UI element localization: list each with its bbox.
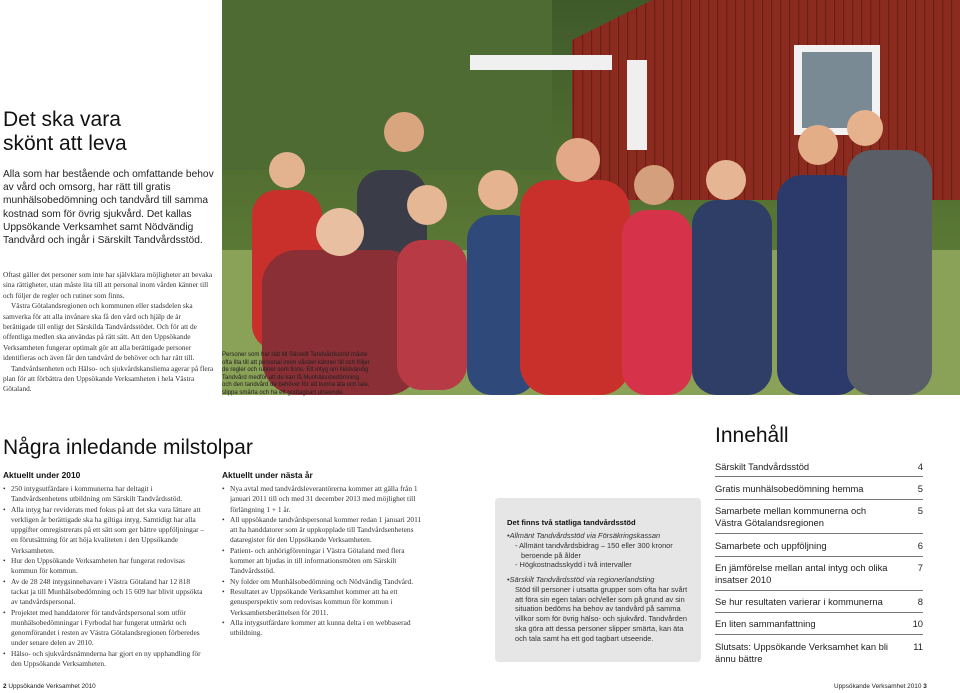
list-item: • Av de 28 248 intygsinnehavare i Västra Götaland har 12 818 tackat ja till Munhälsobedömning och 15 609 har blivit uppsökta av tandvårdspersonal. (3, 577, 208, 608)
toc-divider (715, 590, 923, 591)
toc-divider (715, 476, 923, 477)
toc-divider (715, 634, 923, 635)
photo-caption: Personer som har rätt till Särskilt Tandvårdsstöd måste ofta lita till att personal inom vården känner till och följer de regler och rutiner som finns. Ett intyg om Nödvändig Tandvård medför att de kan få Munhälsobedömning och den tandvård de behöver för att kunna äta och tala, slippa smärta och ha ett godtagbart utseende. (222, 352, 370, 396)
group-photo-illustration (222, 0, 960, 395)
toc-entry-page: 6 (917, 540, 923, 551)
toc-entry-page: 10 (912, 618, 923, 629)
list-item: • Projektet med handdatorer för tandvårdspersonal som utför munhälsobedömningar i Fyrbodal har fungerat utmärkt och genomförandet i resten av Västra Götalandsregionen förberedes under senare delen av 2010. (3, 608, 208, 649)
toc-divider (715, 499, 923, 500)
toc-entry-label: En jämförelse mellan antal intyg och olika insatser 2010 (715, 562, 888, 585)
toc-entry-page: 8 (917, 596, 923, 607)
list-item: • Hur den Uppsökande Verksamheten har fungerat redovisas kommun för kommun. (3, 556, 208, 577)
toc-entry-page: 5 (917, 505, 923, 516)
intro-lead: Alla som har bestående och omfattande behov av vård och omsorg, har rätt till gratis munhälsobedömning och tandvård till samma kostnad som för övrig sjukvård. Det kallas Uppsökande Verksamhet samt Nödvändig Tandvård och ingår i Särskilt Tandvårdsstöd. (3, 169, 214, 247)
info-box-item (507, 531, 693, 570)
toc-divider (715, 556, 923, 557)
milestones-col1-heading: Aktuellt under 2010 (3, 470, 81, 480)
toc-divider (715, 533, 923, 534)
list-item: • Hälso- och sjukvårdsnämnderna har gjort en ny upphandling för den Uppsökande Verksamheten. (3, 649, 208, 670)
toc-entry-label: En liten sammanfattning (715, 618, 816, 629)
page-number-right: 3 (923, 683, 927, 690)
toc-entry-page: 7 (917, 562, 923, 573)
footer-left-text: Uppsökande Verksamhet 2010 (8, 683, 96, 690)
toc-entry-page: 4 (917, 461, 923, 472)
intro-paragraph: Oftast gäller det personer som inte har självklara möjligheter att bevaka sina rättigheter, utan måste lita till att personal inom vården känner till och följer de regler och rutiner som finns. (3, 270, 213, 300)
list-item: • Alla intyg har reviderats med fokus på att det ska vara lättare att verkligen år berättigade ska ha giltiga intyg. Samtidigt har alla uppgifter omregistrerats på ett sätt som ger bättre uppföljningar – en förutsättning för att höja kvaliteten i den Uppsökande Verksamheten. (3, 505, 208, 556)
footer-right (834, 683, 927, 690)
info-box (495, 498, 701, 662)
list-item: • Nya avtal med tandvårdsleverantörerna kommer att gälla från 1 januari 2011 till och med 31 december 2013 med möjlighet till förlängning 1 + 1 år. (222, 484, 427, 515)
info-box-line: beroende på ålder (521, 550, 581, 560)
toc-title: Innehåll (715, 424, 789, 447)
toc-entry-label: Slutsats: Uppsökande Verksamhet kan bli ännu bättre (715, 641, 889, 664)
toc-entry-label: Gratis munhälsobedömning hemma (715, 483, 864, 494)
toc-entry-label: Samarbete och uppföljning (715, 540, 827, 551)
info-box-line: - Allmänt tandvårdsbidrag – 150 eller 300 kronor (515, 540, 673, 550)
intro-body (3, 270, 215, 395)
list-item: • All uppsökande tandvårdspersonal kommer redan 1 januari 2011 att ha handdatorer som är uppkopplade till Tandvårdsenhetens dataregister för den Uppsökande Verksamheten. (222, 515, 427, 546)
list-item: • Alla intygsutfärdare kommer att kunna delta i en webbaserad utbildning. (222, 618, 427, 639)
info-box-item (507, 575, 693, 644)
intro-paragraph: Västra Götalandsregionen och kommunen eller stadsdelen ska samverka för att alla invånare ska få den vård och hjälp de är berättigade till enligt det Särskilda Tandvårdsstödet. Och för att de offentliga medlen ska användas på rätt sätt. Att den Uppsökande Verksamheten fungerar optimalt gör att alla berättigade personer identifieras och även får den tandvård de behöver och har rätt till. (3, 301, 197, 363)
toc-entry-page: 5 (917, 483, 923, 494)
list-item: • Ny folder om Munhälsobedömning och Nödvändig Tandvård. (222, 577, 427, 587)
milestones-col1-list (3, 484, 208, 669)
info-box-title: Det finns två statliga tandvårdsstöd (507, 518, 636, 527)
info-box-line: Stöd till personer i utsatta grupper som ofta har svårt att föra sin egen talan och/eller som på grund av sin situation bedöms ha behov av tandvård på samma villkor som för övrig hälso- och sjukvård. Tandvården ska göra att dessa personer slipper smärta, kan äta och tala samt ha ett god tagbart utseende. (515, 584, 688, 643)
milestones-col2-heading: Aktuellt under nästa år (222, 470, 313, 480)
milestones-title: Några inledande milstolpar (3, 436, 253, 459)
info-box-line: - Högkostnadsskydd i två intervaller (515, 560, 632, 570)
list-item: • Resultatet av Uppsökande Verksamhet kommer att ha ett genusperspektiv som redovisas kommun för kommun i Verksamhetsberättelsen för 2011. (222, 587, 427, 618)
footer-left (3, 683, 96, 690)
list-item: • Patient- och anhörigföreningar i Västra Götaland med flera kommer att bjudas in till informationsmöten om Särskilt Tandvårdsstöd. (222, 546, 427, 577)
info-box-item-heading: • Allmänt Tandvårdsstöd via Försäkringskassan (507, 531, 693, 541)
milestones-col2-list (222, 484, 427, 638)
toc-entry-label: Särskilt Tandvårdsstöd (715, 461, 810, 472)
intro-title: Det ska vara skönt att leva (3, 108, 127, 155)
group-photo (222, 0, 960, 395)
toc-entry-label: Se hur resultaten varierar i kommunerna (715, 596, 883, 607)
list-item: • 250 intygsutfärdare i kommunerna har deltagit i Tandvårdsenhetens utbildning om Särskilt Tandvårdsstöd. (3, 484, 208, 505)
toc-entry-label: Samarbete mellan kommunerna och Västra Götalandsregionen (715, 505, 867, 528)
footer-right-text: Uppsökande Verksamhet 2010 (834, 683, 922, 690)
toc-divider (715, 612, 923, 613)
page-number-left: 2 (3, 683, 7, 690)
info-box-item-heading: • Särskilt Tandvårdsstöd via regionerlandsting (507, 575, 693, 585)
toc-entry-page: 11 (913, 641, 923, 652)
intro-paragraph: Tandvårdsenheten och Hälso- och sjukvårdskansliema agerar på flera plan för att förbättra den Uppsökande Verksamheten i hela Västra Götaland. (3, 363, 214, 394)
